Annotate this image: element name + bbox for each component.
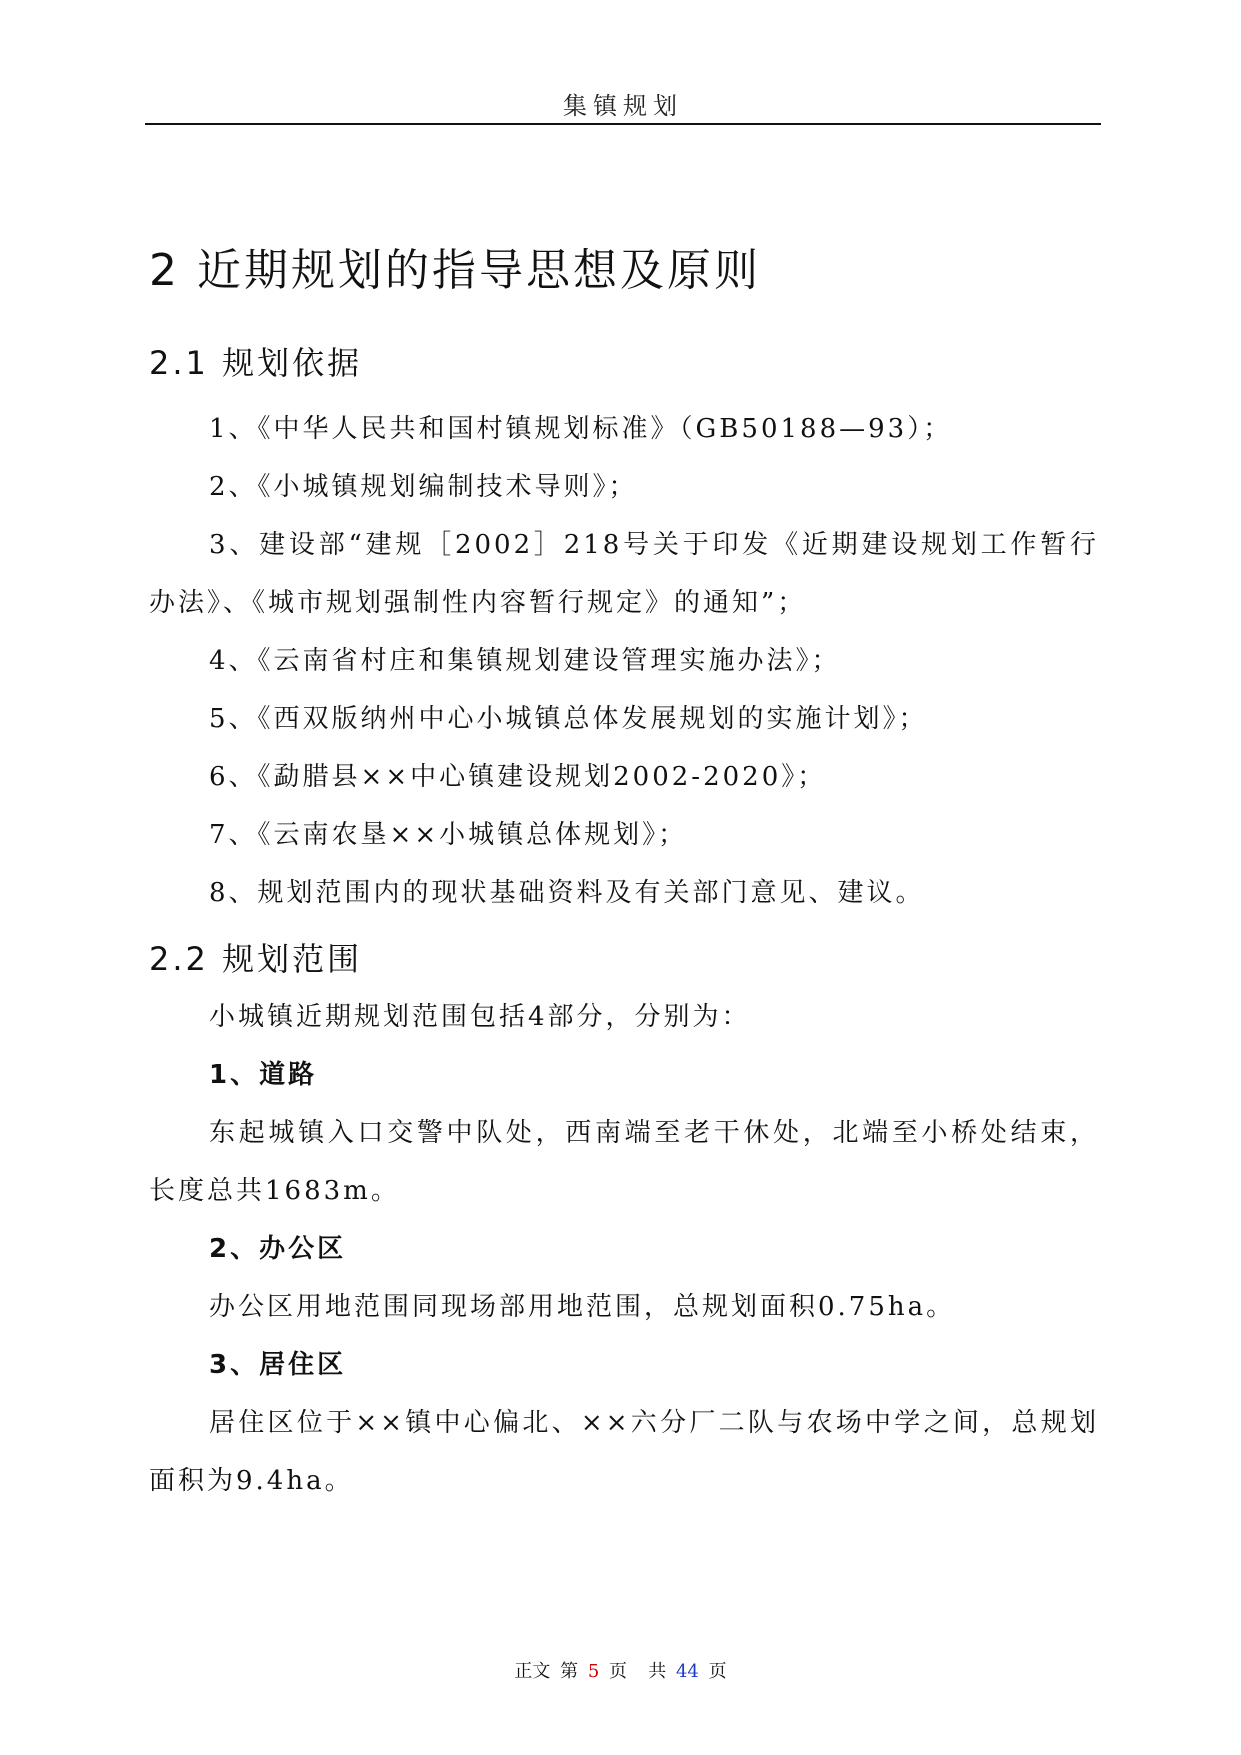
footer-label-di: 第	[560, 1661, 579, 1682]
basis-item: 7、《云南农垦××小城镇总体规划》；	[209, 820, 688, 850]
scope-intro: 小城镇近期规划范围包括4部分，分别为：	[209, 1002, 751, 1032]
scope-part-title: 2、办公区	[209, 1234, 347, 1264]
page-number: 5	[587, 1661, 600, 1682]
scope-part-text: 居住区位于××镇中心偏北、××六分厂二队与农场中学之间，总规划面积为9.4ha。	[149, 1408, 1099, 1496]
scope-part-text: 办公区用地范围同现场部用地范围，总规划面积0.75ha。	[209, 1292, 956, 1322]
basis-item: 4、《云南省村庄和集镇规划建设管理实施办法》；	[209, 646, 841, 676]
section-heading-2-1: 2.1 规划依据	[149, 344, 363, 382]
basis-item: 5、《西双版纳州中心小城镇总体发展规划的实施计划》；	[209, 704, 928, 734]
page-footer	[0, 1657, 1241, 1683]
footer-label-body: 正文	[514, 1661, 551, 1682]
running-header: 集镇规划	[563, 92, 683, 120]
basis-item: 2、《小城镇规划编制技术导则》；	[209, 472, 638, 502]
section-heading-2-2: 2.2 规划范围	[149, 940, 363, 978]
basis-item: 1、《中华人民共和国村镇规划标准》（GB50188—93）；	[209, 414, 953, 444]
basis-item: 3、建设部“建规［2002］218号关于印发《近期建设规划工作暂行办法》、《城市规划强制性内容暂行规定》的通知”；	[149, 530, 1099, 618]
total-pages: 44	[675, 1661, 699, 1682]
scope-part-text: 东起城镇入口交警中队处，西南端至老干休处，北端至小桥处结束，长度总共1683m。	[149, 1118, 1099, 1206]
scope-part-title: 1、道路	[209, 1060, 318, 1090]
scope-part-title: 3、居住区	[209, 1350, 347, 1380]
footer-label-ye2: 页	[708, 1661, 727, 1682]
footer-label-ye: 页	[609, 1661, 628, 1682]
header-rule	[145, 123, 1101, 125]
basis-item: 6、《勐腊县××中心镇建设规划2002-2020》；	[209, 762, 827, 792]
footer-label-gong: 共	[648, 1661, 667, 1682]
page-content	[149, 236, 1099, 1510]
chapter-title: 2 近期规划的指导思想及原则	[149, 245, 761, 296]
basis-item: 8、规划范围内的现状基础资料及有关部门意见、建议。	[209, 878, 925, 908]
